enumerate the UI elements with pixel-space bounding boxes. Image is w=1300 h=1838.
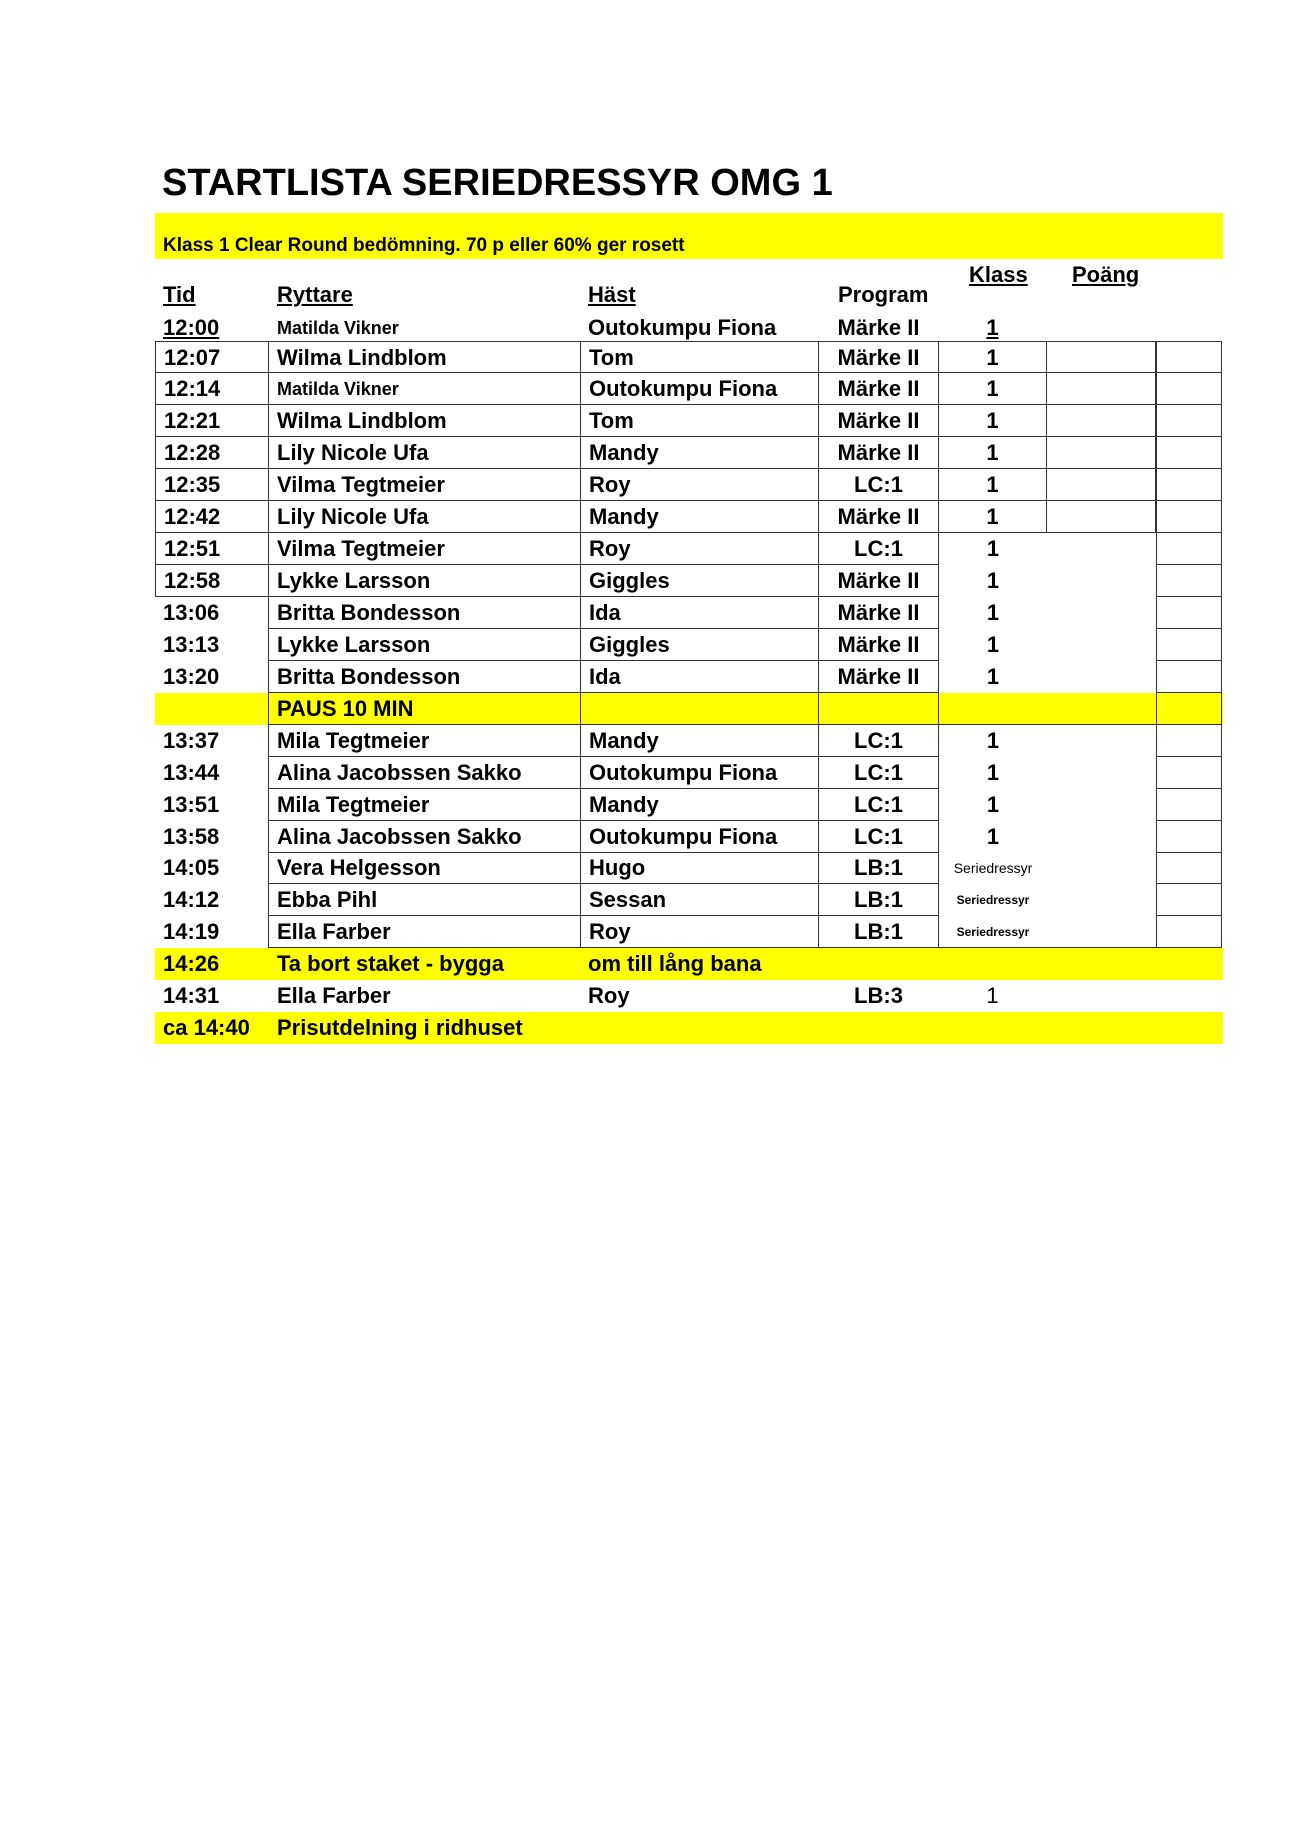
- row-extra-box[interactable]: [1156, 629, 1222, 661]
- row-horse: Outokumpu Fiona: [580, 821, 819, 853]
- row-time: 12:58: [155, 565, 269, 597]
- row-time: 14:12: [155, 884, 269, 916]
- row-klass: 1: [938, 789, 1047, 821]
- row-program: LC:1: [819, 469, 938, 501]
- row-time: 12:51: [155, 533, 269, 565]
- row-klass: 1: [938, 437, 1047, 469]
- row-horse: Mandy: [580, 725, 819, 757]
- table-row: [155, 469, 1223, 501]
- row-rider: Lily Nicole Ufa: [269, 501, 580, 533]
- row-klass: Seriedressyr: [938, 916, 1047, 948]
- row-time: 13:44: [155, 757, 269, 789]
- row-time: 14:31: [163, 983, 220, 1008]
- klass-banner: [155, 213, 1223, 259]
- row-klass: 1: [938, 565, 1047, 597]
- header-program: Program: [838, 282, 929, 307]
- row-extra-box[interactable]: [1156, 565, 1222, 597]
- row-rider: Vera Helgesson: [269, 852, 580, 884]
- row-klass: 1: [938, 373, 1047, 405]
- row-rider: Lykke Larsson: [269, 629, 580, 661]
- row-rider: Britta Bondesson: [269, 597, 580, 629]
- row-time: 14:26: [163, 951, 220, 976]
- row-rider: Alina Jacobssen Sakko: [269, 821, 580, 853]
- row-extra-box[interactable]: [1156, 341, 1222, 373]
- row-time: 13:20: [155, 661, 269, 693]
- row-horse: Giggles: [580, 629, 819, 661]
- row-klass: 1: [986, 983, 999, 1008]
- row-extra-box[interactable]: [1156, 916, 1222, 948]
- table-row: [155, 312, 1223, 344]
- page-title: STARTLISTA SERIEDRESSYR OMG 1: [162, 162, 833, 204]
- row-rider: Lily Nicole Ufa: [269, 437, 580, 469]
- row-time: 14:05: [155, 852, 269, 884]
- row-horse: Mandy: [580, 789, 819, 821]
- row-extra-box[interactable]: [1156, 437, 1222, 469]
- row-extra-box[interactable]: [1156, 405, 1222, 437]
- row-rider: Ebba Pihl: [269, 884, 580, 916]
- row-klass: [938, 693, 1047, 725]
- row-program: Märke II: [819, 341, 938, 373]
- row-points-box[interactable]: [1047, 469, 1156, 501]
- row-extra-box[interactable]: [1156, 501, 1222, 533]
- row-horse: Ida: [580, 661, 819, 693]
- header-klass: Klass: [969, 262, 1028, 287]
- row-program: LC:1: [819, 789, 938, 821]
- row-horse: Tom: [580, 341, 819, 373]
- row-rider: Ella Farber: [277, 983, 391, 1008]
- table-row: [155, 629, 1223, 661]
- row-program: Märke II: [819, 405, 938, 437]
- row-program: LC:1: [819, 757, 938, 789]
- row-program: Märke II: [819, 437, 938, 469]
- row-horse: Roy: [580, 916, 819, 948]
- row-program: LB:1: [819, 884, 938, 916]
- table-row: [155, 661, 1223, 693]
- row-points-box[interactable]: [1047, 341, 1156, 373]
- row-klass: 1: [938, 469, 1047, 501]
- row-extra-box[interactable]: [1156, 597, 1222, 629]
- row-extra-box[interactable]: [1156, 469, 1222, 501]
- row-horse: Roy: [580, 533, 819, 565]
- row-klass: 1: [938, 341, 1047, 373]
- row-rider: Vilma Tegtmeier: [269, 533, 580, 565]
- row-klass: Seriedressyr: [938, 852, 1047, 884]
- table-row: [155, 437, 1223, 469]
- row-program: Märke II: [819, 501, 938, 533]
- row-rider: Mila Tegtmeier: [269, 789, 580, 821]
- row-program: Märke II: [837, 315, 920, 340]
- table-row: [155, 789, 1223, 821]
- row-extra-box[interactable]: [1156, 852, 1222, 884]
- row-horse: Ida: [580, 597, 819, 629]
- row-program: Märke II: [819, 661, 938, 693]
- row-horse: Outokumpu Fiona: [580, 373, 819, 405]
- row-klass: Seriedressyr: [938, 884, 1047, 916]
- table-row: [155, 916, 1223, 948]
- row-time: 13:58: [155, 821, 269, 853]
- row-extra-box[interactable]: [1156, 789, 1222, 821]
- row-points-box: [1047, 693, 1156, 725]
- row-note: Prisutdelning i ridhuset: [277, 1015, 523, 1040]
- row-extra-box[interactable]: [1156, 373, 1222, 405]
- row-program: LB:1: [819, 916, 938, 948]
- row-horse: Giggles: [580, 565, 819, 597]
- row-time: 14:19: [155, 916, 269, 948]
- table-row: [155, 757, 1223, 789]
- row-rider: Matilda Vikner: [269, 373, 580, 405]
- row-klass: 1: [938, 597, 1047, 629]
- row-time: 12:42: [155, 501, 269, 533]
- row-time: 13:51: [155, 789, 269, 821]
- row-program: LB:3: [854, 983, 903, 1008]
- pause-row: [155, 693, 1223, 725]
- row-horse: Roy: [580, 469, 819, 501]
- header-tid: Tid: [163, 282, 196, 307]
- row-note-cont: om till lång bana: [588, 951, 762, 976]
- row-points-box[interactable]: [1047, 405, 1156, 437]
- row-rider: PAUS 10 MIN: [269, 693, 580, 725]
- row-program: LC:1: [819, 725, 938, 757]
- row-program: Märke II: [819, 629, 938, 661]
- row-time: 12:07: [155, 341, 269, 373]
- row-rider: Mila Tegtmeier: [269, 725, 580, 757]
- table-row: [155, 341, 1223, 373]
- row-klass: 1: [938, 661, 1047, 693]
- header-poang: Poäng: [1072, 262, 1140, 287]
- row-time: 13:37: [155, 725, 269, 757]
- info-row: [155, 948, 1223, 980]
- row-horse: Mandy: [580, 501, 819, 533]
- row-time: 12:21: [155, 405, 269, 437]
- row-horse: Roy: [588, 983, 630, 1008]
- info-row: [155, 1012, 1223, 1044]
- row-rider: Wilma Lindblom: [269, 405, 580, 437]
- row-extra-box[interactable]: [1156, 884, 1222, 916]
- header-ryttare: Ryttare: [277, 282, 353, 307]
- row-points-box[interactable]: [1047, 373, 1156, 405]
- row-klass: 1: [938, 821, 1047, 853]
- row-note: Ta bort staket - bygga: [277, 951, 504, 976]
- row-rider: Matilda Vikner: [277, 318, 399, 338]
- row-time: 12:00: [163, 315, 220, 340]
- row-time: [155, 693, 269, 725]
- row-klass: 1: [938, 405, 1047, 437]
- row-points-box[interactable]: [1047, 437, 1156, 469]
- row-program: Märke II: [819, 373, 938, 405]
- row-klass: 1: [938, 757, 1047, 789]
- klass-banner-text: Klass 1 Clear Round bedömning. 70 p eller 60% ger rosett: [163, 235, 685, 256]
- row-extra-box[interactable]: [1156, 661, 1222, 693]
- row-klass: 1: [986, 315, 999, 340]
- table-row: [155, 980, 1223, 1012]
- row-horse: Hugo: [580, 852, 819, 884]
- row-time: 12:28: [155, 437, 269, 469]
- row-rider: Ella Farber: [269, 916, 580, 948]
- row-time: 12:14: [155, 373, 269, 405]
- table-row: [155, 597, 1223, 629]
- row-rider: Lykke Larsson: [269, 565, 580, 597]
- row-klass: 1: [938, 501, 1047, 533]
- row-time: 13:06: [155, 597, 269, 629]
- row-klass: 1: [938, 533, 1047, 565]
- row-rider: Vilma Tegtmeier: [269, 469, 580, 501]
- table-row: [155, 533, 1223, 565]
- table-row: [155, 565, 1223, 597]
- row-extra-box[interactable]: [1156, 821, 1222, 853]
- table-row: [155, 725, 1223, 757]
- header-hast: Häst: [588, 282, 636, 307]
- row-horse: Outokumpu Fiona: [588, 315, 777, 340]
- table-row: [155, 884, 1223, 916]
- table-row: [155, 852, 1223, 884]
- row-horse: Tom: [580, 405, 819, 437]
- row-rider: Wilma Lindblom: [269, 341, 580, 373]
- row-horse: Sessan: [580, 884, 819, 916]
- row-program: LC:1: [819, 821, 938, 853]
- row-horse: [580, 693, 819, 725]
- table-row: [155, 501, 1223, 533]
- row-time: 13:13: [155, 629, 269, 661]
- row-program: Märke II: [819, 597, 938, 629]
- row-horse: Mandy: [580, 437, 819, 469]
- row-points-box[interactable]: [1047, 501, 1156, 533]
- row-time: 12:35: [155, 469, 269, 501]
- row-program: LB:1: [819, 852, 938, 884]
- row-extra-box[interactable]: [1156, 533, 1222, 565]
- row-program: [819, 693, 938, 725]
- row-time: ca 14:40: [163, 1015, 250, 1040]
- table-row: [155, 405, 1223, 437]
- row-rider: Britta Bondesson: [269, 661, 580, 693]
- row-extra-box[interactable]: [1156, 693, 1222, 725]
- row-program: Märke II: [819, 565, 938, 597]
- row-rider: Alina Jacobssen Sakko: [269, 757, 580, 789]
- row-klass: 1: [938, 725, 1047, 757]
- row-points-box: [1047, 916, 1156, 948]
- row-horse: Outokumpu Fiona: [580, 757, 819, 789]
- table-row: [155, 821, 1223, 853]
- table-row: [155, 373, 1223, 405]
- row-extra-box[interactable]: [1156, 725, 1222, 757]
- row-klass: 1: [938, 629, 1047, 661]
- row-program: LC:1: [819, 533, 938, 565]
- row-extra-box[interactable]: [1156, 757, 1222, 789]
